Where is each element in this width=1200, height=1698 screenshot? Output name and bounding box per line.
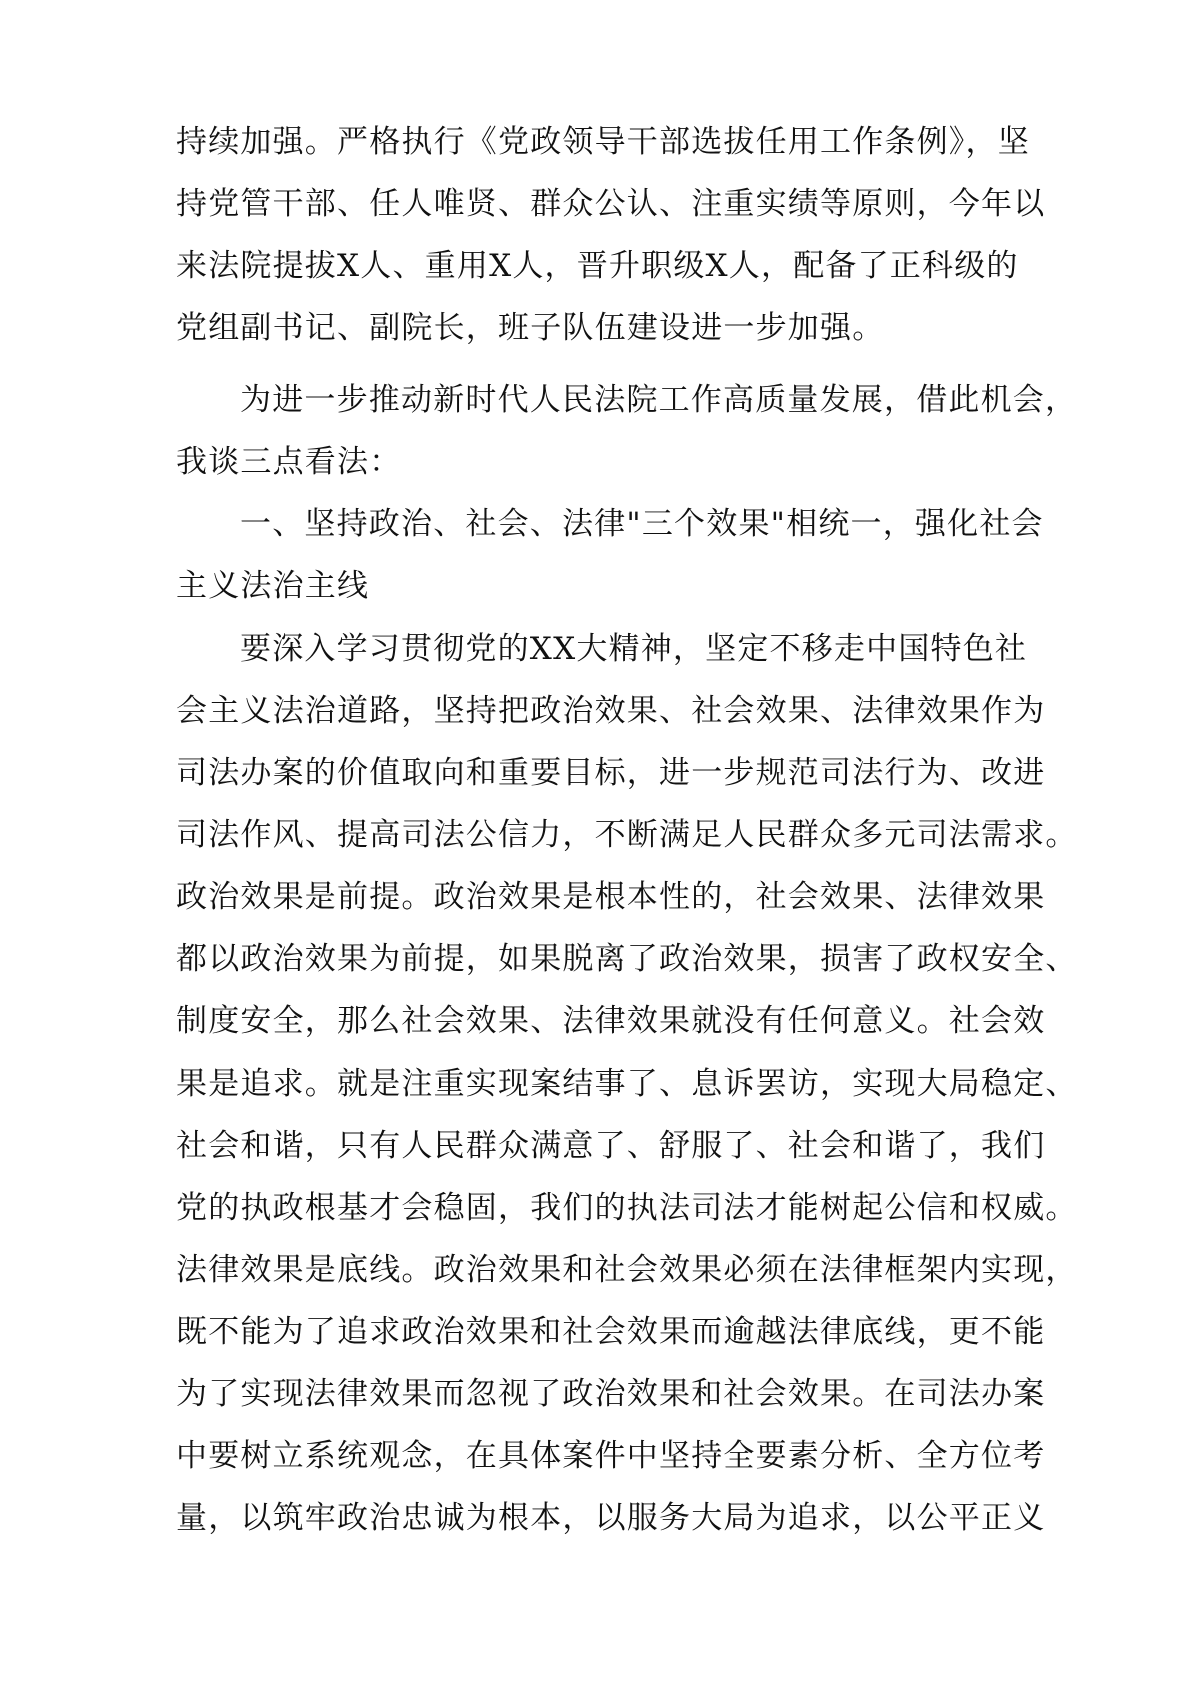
text-line: 司法办案的价值取向和重要目标，进一步规范司法行为、改进 [176, 755, 1046, 791]
text-line: 为了实现法律效果而忽视了政治效果和社会效果。在司法办案 [176, 1376, 1046, 1412]
text-line: 法律效果是底线。政治效果和社会效果必须在法律框架内实现， [176, 1252, 1078, 1288]
text-line: 我谈三点看法： [176, 444, 402, 480]
text-line: 社会和谐，只有人民群众满意了、舒服了、社会和谐了，我们 [176, 1128, 1046, 1164]
text-line: 政治效果是前提。政治效果是根本性的，社会效果、法律效果 [176, 879, 1046, 915]
section-heading-continued: 主义法治主线 [176, 568, 370, 604]
text-line: 中要树立系统观念，在具体案件中坚持全要素分析、全方位考 [176, 1438, 1046, 1474]
text-line: 党的执政根基才会稳固，我们的执法司法才能树起公信和权威。 [176, 1190, 1078, 1226]
text-line: 既不能为了追求政治效果和社会效果而逾越法律底线，更不能 [176, 1314, 1046, 1350]
paragraph-first-line: 要深入学习贯彻党的XX大精神，坚定不移走中国特色社 [240, 631, 1028, 667]
text-line: 量，以筑牢政治忠诚为根本，以服务大局为追求，以公平正义 [176, 1500, 1046, 1536]
text-line: 来法院提拔X人、重用X人，晋升职级X人，配备了正科级的 [176, 248, 1019, 284]
text-line: 果是追求。就是注重实现案结事了、息诉罢访，实现大局稳定、 [176, 1066, 1078, 1102]
text-line: 司法作风、提高司法公信力，不断满足人民群众多元司法需求。 [176, 817, 1078, 853]
text-line: 持续加强。严格执行《党政领导干部选拔任用工作条例》，坚 [176, 124, 1030, 160]
text-line: 党组副书记、副院长，班子队伍建设进一步加强。 [176, 310, 885, 346]
text-line: 制度安全，那么社会效果、法律效果就没有任何意义。社会效 [176, 1003, 1046, 1039]
paragraph-first-line: 为进一步推动新时代人民法院工作高质量发展，借此机会， [240, 382, 1078, 418]
text-line: 都以政治效果为前提，如果脱离了政治效果，损害了政权安全、 [176, 941, 1078, 977]
text-line: 持党管干部、任人唯贤、群众公认、注重实绩等原则，今年以 [176, 186, 1046, 222]
section-heading: 一、坚持政治、社会、法律"三个效果"相统一，强化社会 [240, 506, 1044, 542]
text-line: 会主义法治道路，坚持把政治效果、社会效果、法律效果作为 [176, 693, 1046, 729]
